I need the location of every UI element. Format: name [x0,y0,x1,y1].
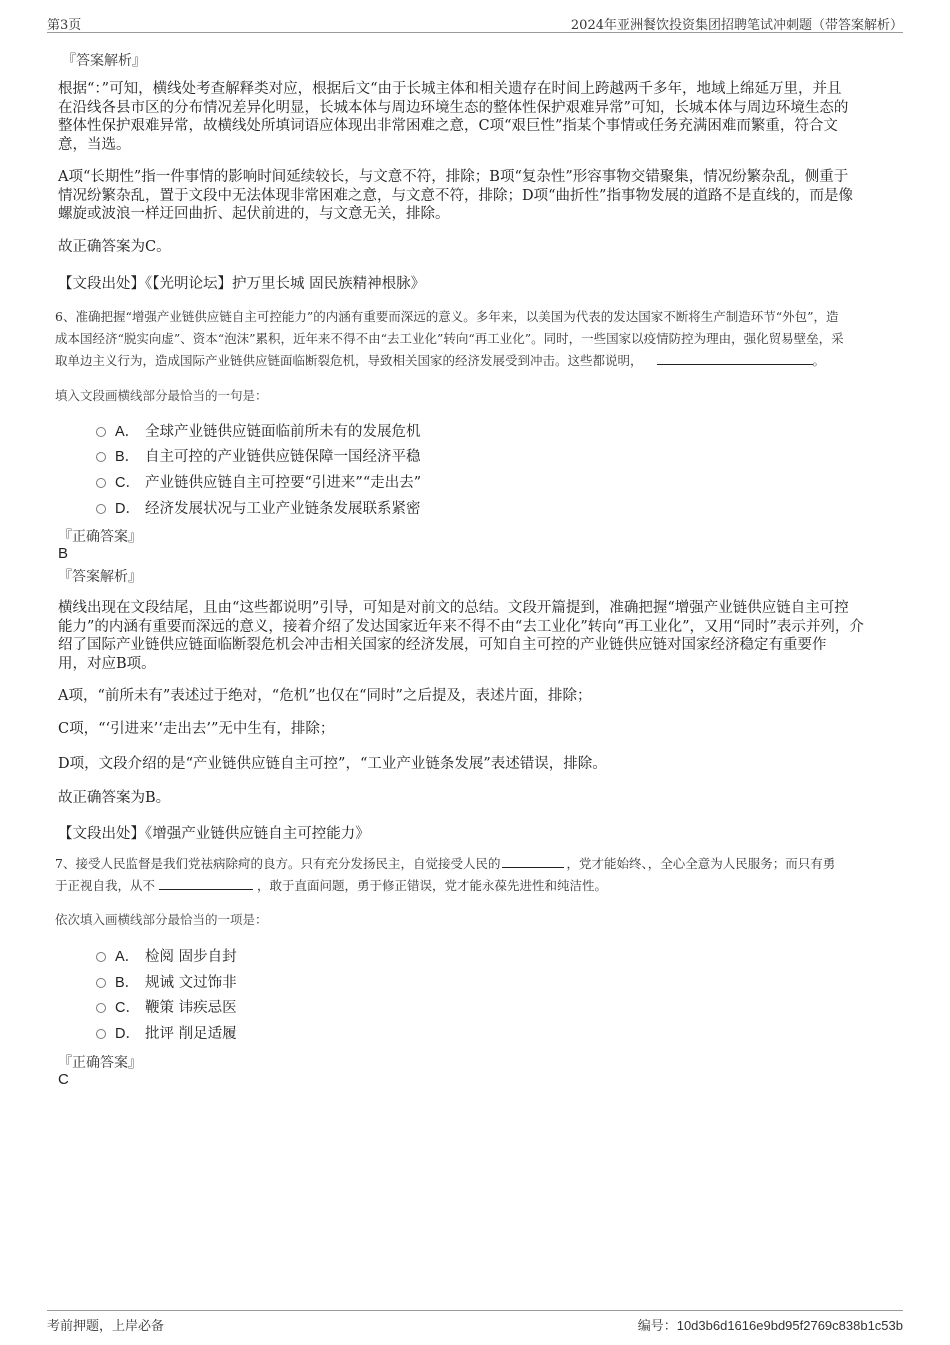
q6-correct-label: 『正确答案』 [58,529,142,545]
radio-icon[interactable] [96,478,106,488]
option-text: 鞭策 讳疾忌医 [145,1000,237,1016]
option-letter: C． [115,475,140,491]
option-letter: D． [115,501,140,517]
option-text: 批评 削足适履 [145,1026,237,1042]
code-label: 编号： [637,1319,677,1334]
q6-stem [55,306,893,372]
stem-text: 取单边主义行为，造成国际产业链供应链面临断裂危机，导致相关国家的经济发展受到冲击。这些都说明， [55,353,643,368]
text-line: 整体性保护艰难异常，故横线处所填词语应体现出非常困难之意，C项“艰巨性”指某个事情或任务充满困难而繁重，符合文 [58,118,838,134]
stem-end: 。 [812,353,826,368]
text-line: 绍了国际产业链供应链面临断裂危机会冲击相关国家的经济发展，可知自主可控的产业链供应链对国家经济稳定有重要作 [58,637,827,653]
text-line: 成本国经济“脱实向虚”、资本“泡沫”累积，近年来不得不由“去工业化”转向“再工业化”。同时，一些国家以疫情防控为理由，强化贸易壁垒，采 [55,331,844,346]
q5-exclusion [58,168,893,224]
q6-option-c-analysis [58,720,893,739]
q7-option-a[interactable] [96,945,237,967]
option-text: 经济发展状况与工业产业链条发展联系紧密 [145,501,421,517]
q6-analysis [58,599,893,673]
option-text: 全球产业链供应链面临前所未有的发展危机 [145,424,421,440]
q7-correct-label: 『正确答案』 [58,1055,142,1071]
option-letter: D． [115,1026,140,1042]
q6-source: 【文段出处】《增强产业链供应链自主可控能力》 [58,826,370,842]
q7-prompt: 依次填入画横线部分最恰当的一项是： [55,912,268,927]
text-line: A项“长期性”指一件事情的影响时间延续较长，与文意不符，排除；B项“复杂性”形容事物交错聚集，情况纷繁杂乱，侧重于 [58,169,849,185]
q7-stem [55,853,893,897]
radio-icon[interactable] [96,1029,106,1039]
text-line: 横线出现在文段结尾，且由“这些都说明”引导，可知是对前文的总结。文段开篇提到，准确把握“增强产业链供应链自主可控 [58,600,849,616]
radio-icon[interactable] [96,1003,106,1013]
stem-text: ，敢于直面问题，勇于修正错误，党才能永葆先进性和纯洁性。 [257,878,608,893]
option-text: 自主可控的产业链供应链保障一国经济平稳 [145,449,421,465]
option-text: 规诫 文过饰非 [145,975,237,991]
q5-source: 【文段出处】《【光明论坛】护万里长城 固民族精神根脉》 [58,276,426,292]
q6-option-d[interactable] [96,497,421,519]
code-value: 10d3b6d1616e9bd95f2769c838b1c53b [676,1318,903,1333]
option-letter: B． [115,975,140,991]
page-header [47,12,903,33]
fill-blank [657,352,813,365]
q5-analysis-label: 『答案解析』 [62,53,146,69]
text-line: 故正确答案为B。 [58,790,171,806]
radio-icon[interactable] [96,427,106,437]
radio-icon[interactable] [96,452,106,462]
q6-prompt: 填入文段画横线部分最恰当的一句是： [55,388,268,403]
stem-text: 于正视自我，从不 [55,878,156,893]
q7-option-c[interactable] [96,996,237,1018]
footer-slogan: 考前押题，上岸必备 [47,1319,165,1334]
text-line: 用，对应B项。 [58,655,156,672]
q6-correct-answer: B [58,545,69,562]
text-line [55,875,893,897]
text-line: 在沿线各县市区的分布情况差异化明显，长城本体与周边环境生态的整体性保护艰难异常”可知，长城本体与周边环境生态的 [58,99,849,116]
text-line: 故正确答案为C。 [58,239,171,255]
radio-icon[interactable] [96,504,106,514]
text-line: 情况纷繁杂乱，置于文段中无法体现非常困难之意，与文意不符，排除；D项“曲折性”指事物发展的道路不是直线的，而是像 [58,187,853,204]
q6-option-a[interactable] [96,420,421,442]
text-line: C项，“‘引进来’‘走出去’”无中生有，排除； [58,721,335,737]
q6-option-b[interactable] [96,445,421,467]
radio-icon[interactable] [96,952,106,962]
option-letter: A． [115,949,140,965]
option-letter: B． [115,449,140,465]
q7-option-d[interactable] [96,1022,237,1044]
q6-option-c[interactable] [96,471,421,493]
option-letter: C． [115,1000,140,1016]
text-line: D项，文段介绍的是“产业链供应链自主可控”，“工业产业链条发展”表述错误，排除。 [58,756,607,772]
text-line: 根据“：”可知，横线处考查解释类对应，根据后文“由于长城主体和相关遗存在时间上跨越两千多年，地域上绵延万里，并且 [58,81,842,97]
text-line: A项，“前所未有”表述过于绝对，“危机”也仅在“同时”之后提及，表述片面，排除； [58,688,592,704]
page-number: 第3页 [47,18,82,33]
q7-option-b[interactable] [96,971,237,993]
q6-option-a-analysis [58,687,893,706]
option-text: 检阅 固步自封 [145,949,237,965]
stem-text: 7、接受人民监督是我们党祛病除疴的良方。只有充分发扬民主，自觉接受人民的 [55,856,501,871]
option-letter: A． [115,424,140,440]
q6-analysis-label: 『答案解析』 [58,569,142,585]
text-line: 意，当选。 [58,136,131,153]
q5-analysis [58,80,893,154]
q6-conclusion [58,789,893,808]
document-title: 2024年亚洲餐饮投资集团招聘笔试冲刺题（带答案解析） [570,18,903,33]
fill-blank [159,877,253,890]
page-footer [47,1310,903,1333]
q5-conclusion [58,238,893,257]
text-line: 螺旋或波浪一样迂回曲折、起伏前进的，与文意无关，排除。 [58,206,450,222]
q6-option-d-analysis [58,755,893,774]
text-line [55,853,893,875]
text-line: 6、准确把握“增强产业链供应链自主可控能力”的内涵有重要而深远的意义。多年来，以美国为代表的发达国家不断将生产制造环节“外包”，造 [55,309,839,324]
document-code [638,1315,903,1334]
text-line [55,350,893,372]
text-line: 能力”的内涵有重要而深远的意义，接着介绍了发达国家近年来不得不由“去工业化”转向“再工业化”，又用“同时”表示并列，介 [58,618,864,635]
radio-icon[interactable] [96,978,106,988]
fill-blank [502,855,564,868]
stem-text: ，党才能始终、，全心全意为人民服务；而只有勇 [566,856,836,871]
option-text: 产业链供应链自主可控要“引进来”“走出去” [145,475,422,491]
q7-correct-answer: C [58,1071,69,1088]
